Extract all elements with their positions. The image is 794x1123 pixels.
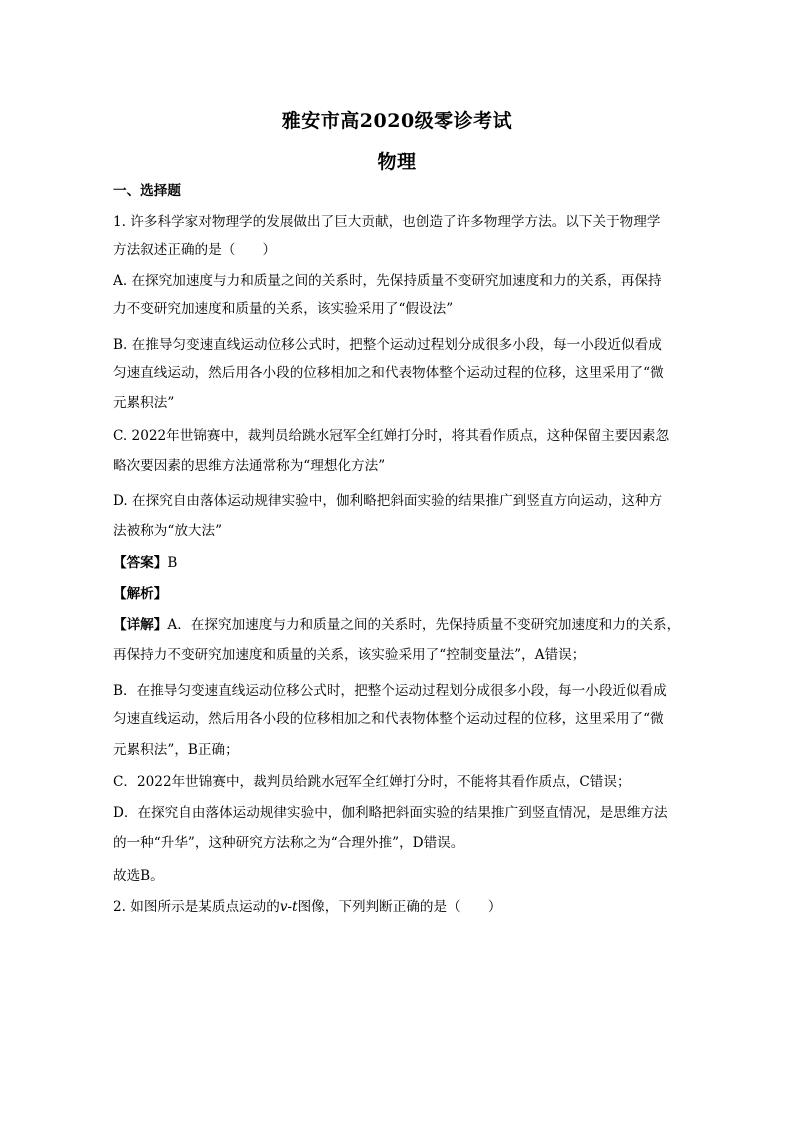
q1-option-a-line-1: A. 在探究加速度与力和质量之间的关系时，先保持质量不变研究加速度和力的关系，再保持 bbox=[113, 273, 662, 289]
explanation-b-line-2: 匀速直线运动，然后用各小段的位移相加之和代表物体整个运动过程的位移，这里采用了“微 bbox=[113, 711, 664, 727]
q2-stem-pre: 2. 如图所示是某质点运动的 bbox=[113, 899, 280, 915]
q2-stem-post: 图像，下列判断正确的是（ ） bbox=[297, 899, 502, 915]
explanation-c-line-1: C．2022年世锦赛中，裁判员给跳水冠军全红婵打分时，不能将其看作质点，C错误； bbox=[113, 774, 631, 790]
q1-option-b-line-3: 元累积法” bbox=[113, 395, 175, 411]
q2-stem-variable: v-t bbox=[279, 899, 298, 915]
subject-title: 物理 bbox=[377, 151, 417, 173]
exam-title: 雅安市高2020级零诊考试 bbox=[281, 110, 513, 132]
q2-stem bbox=[113, 897, 693, 917]
q1-option-c-line-1: C. 2022年世锦赛中，裁判员给跳水冠军全红婵打分时，将其看作质点，这种保留主要因素忽 bbox=[113, 428, 670, 444]
explanation-b-line-3: 元累积法”，B正确； bbox=[113, 742, 239, 758]
explanation-b-line-1: B．在推导匀变速直线运动位移公式时，把整个运动过程划分成很多小段，每一小段近似看成 bbox=[113, 683, 667, 699]
q1-option-c-line-2: 略次要因素的思维方法通常称为“理想化方法” bbox=[113, 458, 386, 474]
q1-option-b-line-1: B. 在推导匀变速直线运动位移公式时，把整个运动过程划分成很多小段，每一小段近似看成 bbox=[113, 337, 662, 353]
q1-option-d-line-1: D. 在探究自由落体运动规律实验中，伽利略把斜面实验的结果推广到竖直方向运动，这种方 bbox=[113, 493, 663, 509]
q1-option-a-line-2: 力不变研究加速度和质量的关系，该实验采用了“假设法” bbox=[113, 301, 454, 317]
q1-option-b-line-2: 匀速直线运动，然后用各小段的位移相加之和代表物体整个运动过程的位移，这里采用了“微 bbox=[113, 365, 664, 381]
explanation-d-line-2: 的一种“升华”，这种研究方法称之为“合理外推”，D错误。 bbox=[113, 835, 465, 851]
analysis-tag: 【解析】 bbox=[113, 586, 168, 602]
answer-tag: 【答案】 bbox=[113, 555, 168, 571]
section-heading: 一、选择题 bbox=[113, 183, 181, 199]
q1-answer-line bbox=[113, 553, 693, 573]
q1-conclusion: 故选B。 bbox=[113, 868, 164, 884]
explanation-d-line-1: D．在探究自由落体运动规律实验中，伽利略把斜面实验的结果推广到竖直情况，是思维方法 bbox=[113, 805, 668, 821]
q1-stem-line-2: 方法叙述正确的是（ ） bbox=[113, 242, 277, 258]
q1-option-d-line-2: 法被称为“放大法” bbox=[113, 523, 223, 539]
explanation-a-line-2: 再保持力不变研究加速度和质量的关系，该实验采用了“控制变量法”，A错误； bbox=[113, 647, 586, 663]
explanation-a-text: A．在探究加速度与力和质量之间的关系时，先保持质量不变研究加速度和力的关系， bbox=[167, 617, 681, 633]
q1-stem-line-1: 1. 许多科学家对物理学的发展做出了巨大贡献，也创造了许多物理学方法。以下关于物理学 bbox=[113, 214, 661, 230]
detail-tag: 【详解】 bbox=[113, 617, 168, 633]
explanation-a-line-1 bbox=[113, 615, 693, 635]
answer-value: B bbox=[167, 555, 178, 571]
